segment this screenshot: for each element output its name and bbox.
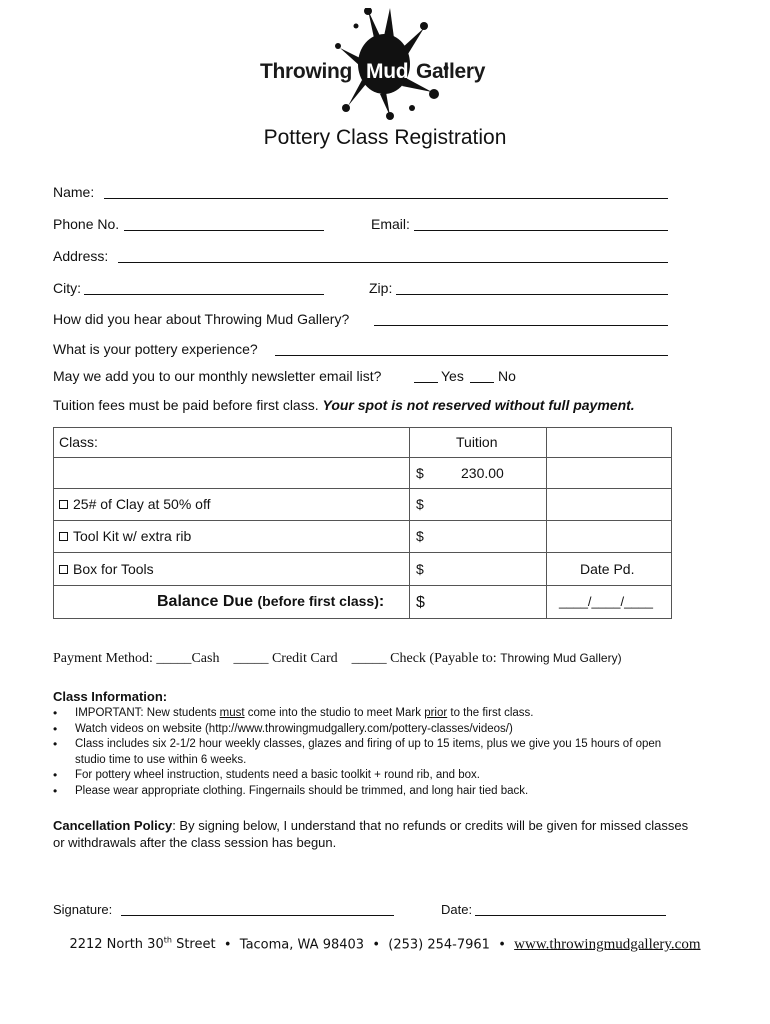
phone-label: Phone No. [53,216,120,232]
date-paid-blank: ____/____/____ [559,594,653,609]
class-price: 230.00 [461,465,504,481]
table-cell-date-paid[interactable] [546,585,672,619]
table-cell-empty [546,488,672,521]
email-field[interactable] [414,230,668,231]
balance-due-text: Balance Due [157,593,254,610]
footer-street-number: 2212 North 30 [69,937,164,953]
footer-street [69,937,215,952]
table-cell-clay-price[interactable] [409,488,547,521]
balance-due-note: (before first class) [257,593,379,609]
clay-checkbox[interactable] [59,500,68,509]
email-label: Email: [371,216,410,232]
footer-website-link[interactable]: www.throwingmudgallery.com [514,936,701,953]
info-text: IMPORTANT: New students [75,707,220,719]
tuition-table [53,427,672,619]
date-label: Date: [441,902,473,917]
table-cell-class-price [409,457,547,489]
tuition-note-emphasis: Your spot is not reserved without full payment. [322,397,635,413]
date-paid-header: Date Pd. [580,561,635,577]
newsletter-yes-blank[interactable] [414,382,438,383]
cancellation-label: Cancellation Policy [53,818,173,833]
info-text: come into the studio to meet Mark [244,707,425,719]
logo-text-throwing: Throwing [260,60,353,83]
table-cell-box-price[interactable] [409,552,547,586]
table-cell-box [53,552,410,586]
newsletter-yes-label: Yes [441,368,464,384]
info-text: to the first class. [447,707,534,719]
info-emphasis-prior: prior [424,707,448,719]
referral-label: How did you hear about Throwing Mud Gallery? [53,311,350,327]
dollar-sign: $ [416,496,424,512]
table-cell-empty [546,520,672,553]
payment-credit-card[interactable]: Credit Card [271,651,338,666]
gallery-logo [256,8,502,120]
table-cell-class-name[interactable] [53,457,410,489]
name-label: Name: [53,184,95,200]
table-cell-date-paid-header [546,552,672,586]
referral-field[interactable] [374,325,668,326]
dollar-sign: $ [416,528,424,544]
city-label: City: [53,280,81,296]
table-cell-empty [546,457,672,489]
toolkit-label: Tool Kit w/ extra rib [73,528,192,544]
signature-field[interactable] [121,915,394,916]
class-info-title: Class Information: [53,689,168,704]
footer-street-name: Street [171,937,216,953]
table-cell-toolkit [53,520,410,553]
date-field[interactable] [475,915,666,916]
table-cell-empty [546,427,672,458]
table-cell-balance-amount[interactable] [409,585,547,619]
payment-cash[interactable]: Cash [191,651,220,666]
list-item [53,706,693,722]
city-field[interactable] [84,294,324,295]
table-cell-balance-label [53,585,410,619]
footer-separator: • [223,937,232,953]
phone-field[interactable] [124,230,324,231]
clay-label: 25# of Clay at 50% off [73,496,211,512]
footer-street-suffix: th [163,936,172,945]
zip-field[interactable] [396,294,668,295]
signature-label: Signature: [53,902,113,917]
cancellation-policy [53,817,703,851]
box-checkbox[interactable] [59,565,68,574]
info-emphasis-must: must [219,707,245,719]
address-label: Address: [53,248,109,264]
logo-text-gallery: Gallery [416,60,486,83]
footer-phone: (253) 254-7961 [388,937,490,953]
tuition-note-text: Tuition fees must be paid before first class. [53,397,319,413]
logo-text-mud: Mud [366,60,409,83]
name-field[interactable] [104,198,668,199]
footer-separator: • [372,937,380,953]
payment-method: Payment Method: _____Cash _____ Credit Card _____ Check (Payable to: Throwing Mud Gallery) [53,651,622,666]
footer-separator: • [498,937,506,953]
newsletter-label: May we add you to our monthly newsletter email list? [53,368,382,384]
tuition-header: Tuition [456,434,498,450]
balance-due-label [157,593,384,611]
footer-contact [0,936,770,953]
experience-field[interactable] [275,355,668,356]
payment-check[interactable]: Check (Payable to: [390,651,497,666]
table-cell-clay [53,488,410,521]
dollar-sign: $ [416,594,425,611]
table-cell-tuition-header [409,427,547,458]
tuition-note [53,397,635,413]
balance-due-colon: : [378,593,385,610]
list-item: • Class includes six 2-1/2 hour weekly classes, glazes and firing of up to 15 items, plus we give you 15 hours of open studio time to use within 6 weeks. [53,737,693,768]
newsletter-no-blank[interactable] [470,382,494,383]
box-label: Box for Tools [73,561,154,577]
cancellation-text: : By signing below, I understand that no refunds or credits will be given for missed classes or withdrawals after the class session has begun. [53,818,689,850]
newsletter-no-label: No [498,368,516,384]
class-header: Class: [59,434,98,450]
class-info-list [53,706,693,799]
dollar-sign: $ [416,561,424,577]
table-cell-class-header [53,427,410,458]
table-cell-toolkit-price[interactable] [409,520,547,553]
toolkit-checkbox[interactable] [59,532,68,541]
dollar-sign: $ [416,465,424,481]
page-title: Pottery Class Registration [263,126,507,149]
address-field[interactable] [118,262,668,263]
footer-city: Tacoma, WA 98403 [239,937,365,953]
payment-payee: Throwing Mud Gallery) [500,651,622,665]
zip-label: Zip: [369,280,393,296]
payment-method-label: Payment Method: _____ [53,651,192,666]
list-item: • For pottery wheel instruction, students need a basic toolkit + round rib, and box. [53,768,693,784]
experience-label: What is your pottery experience? [53,341,258,357]
list-item: • Please wear appropriate clothing. Fingernails should be trimmed, and long hair tied back. [53,784,693,800]
list-item: • Watch videos on website (http://www.throwingmudgallery.com/pottery-classes/videos/) [53,722,693,738]
